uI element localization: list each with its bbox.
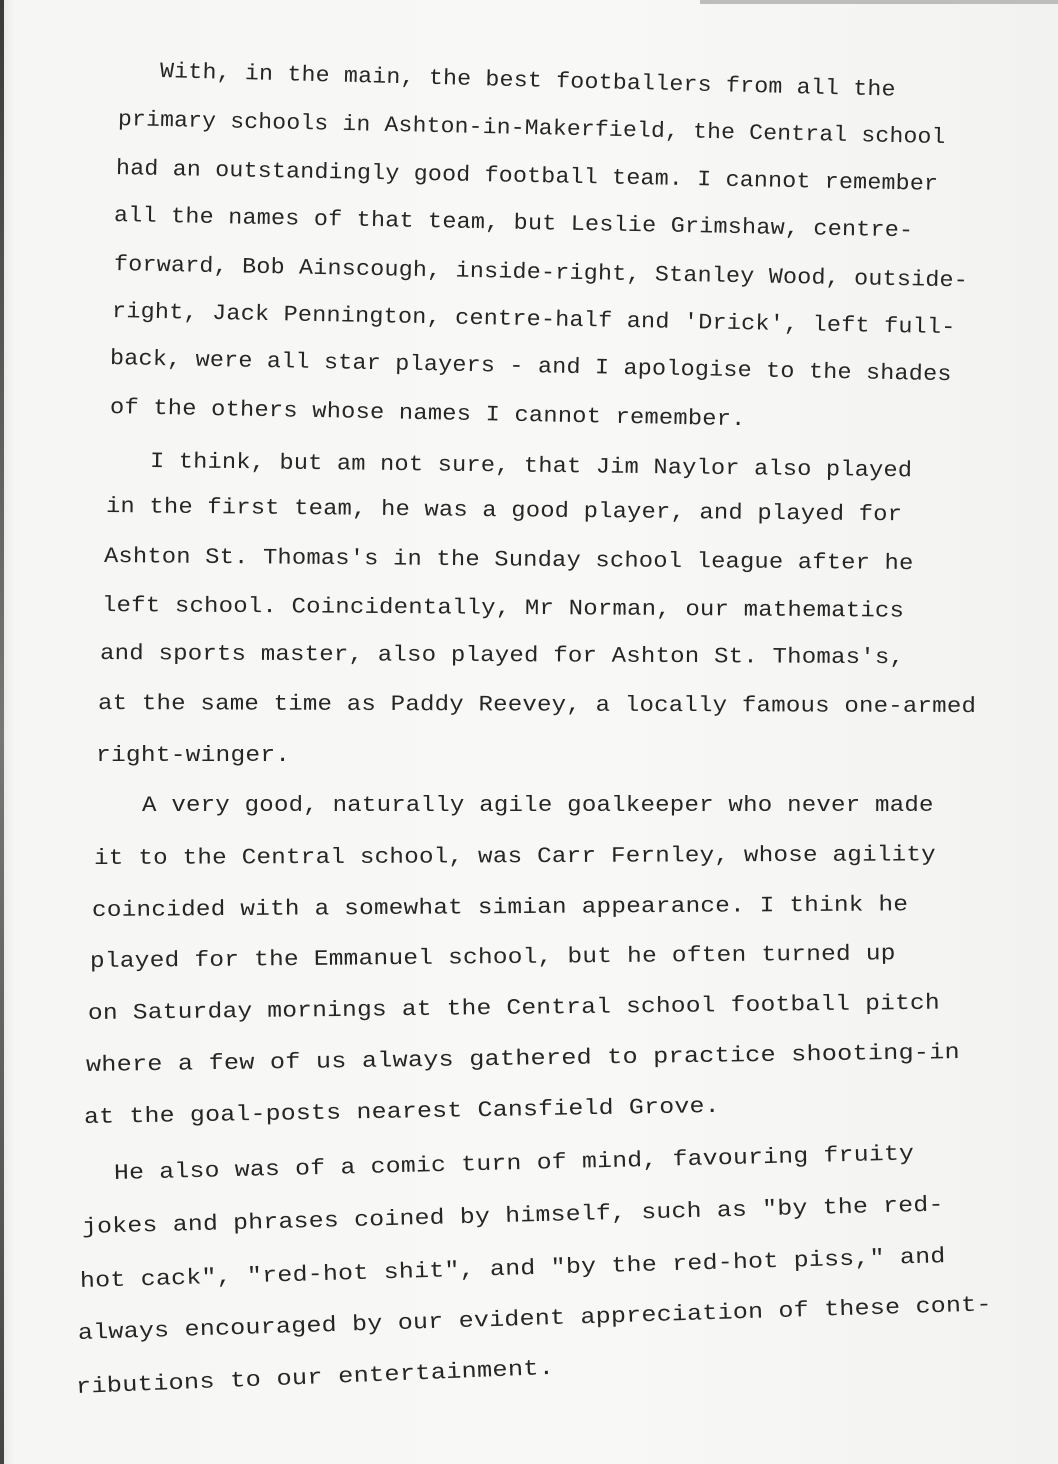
text-line: where a few of us always gathered to practice shooting-in	[85, 1040, 961, 1078]
text-line: coincided with a somewhat simian appearance. I think he	[91, 892, 909, 923]
text-line: back, were all star players - and I apologise to the shades	[109, 346, 952, 388]
text-line: and sports master, also played for Ashton St. Thomas's,	[99, 641, 905, 671]
text-line: in the first team, he was a good player, and played for	[105, 494, 903, 528]
text-line: on Saturday mornings at the Central school football pitch	[87, 990, 941, 1026]
text-line: left school. Coincidentally, Mr Norman, our mathematics	[101, 593, 905, 624]
text-line: of the others whose names I cannot remember.	[109, 395, 746, 433]
text-line: always encouraged by our evident appreciation of these cont-	[77, 1292, 993, 1346]
text-line: had an outstandingly good football team. I cannot remember	[115, 156, 939, 197]
text-line: played for the Emmanuel school, but he often turned up	[89, 941, 896, 974]
text-line: right-winger.	[96, 743, 291, 768]
text-line: ributions to our entertainment.	[75, 1355, 555, 1400]
text-line: primary schools in Ashton-in-Makerfield, the Central school	[117, 107, 946, 151]
text-line: He also was of a comic turn of mind, favouring fruity	[113, 1141, 915, 1186]
text-line: at the same time as Paddy Reevey, a locally famous one-armed	[97, 691, 977, 720]
text-line: forward, Bob Ainscough, inside-right, Stanley Wood, outside-	[113, 252, 969, 294]
page-top-edge	[700, 0, 1058, 4]
text-line: at the goal-posts nearest Cansfield Grove.	[83, 1093, 721, 1130]
text-line: all the names of that team, but Leslie Grimshaw, centre-	[113, 203, 914, 244]
text-line: I think, but am not sure, that Jim Naylor also played	[149, 449, 913, 484]
text-line: A very good, naturally agile goalkeeper who never made	[142, 793, 934, 818]
text-line: jokes and phrases coined by himself, such as "by the red-	[81, 1192, 944, 1240]
text-line: right, Jack Pennington, centre-half and 'Drick', left full-	[111, 299, 956, 341]
text-line: Ashton St. Thomas's in the Sunday school league after he	[103, 544, 914, 577]
text-line: it to the Central school, was Carr Fernley, whose agility	[93, 842, 936, 871]
text-line: hot cack", "red-hot shit", and "by the red-hot piss," and	[79, 1244, 946, 1294]
text-line: With, in the main, the best footballers from all the	[159, 59, 897, 103]
page-left-edge	[0, 0, 4, 1464]
